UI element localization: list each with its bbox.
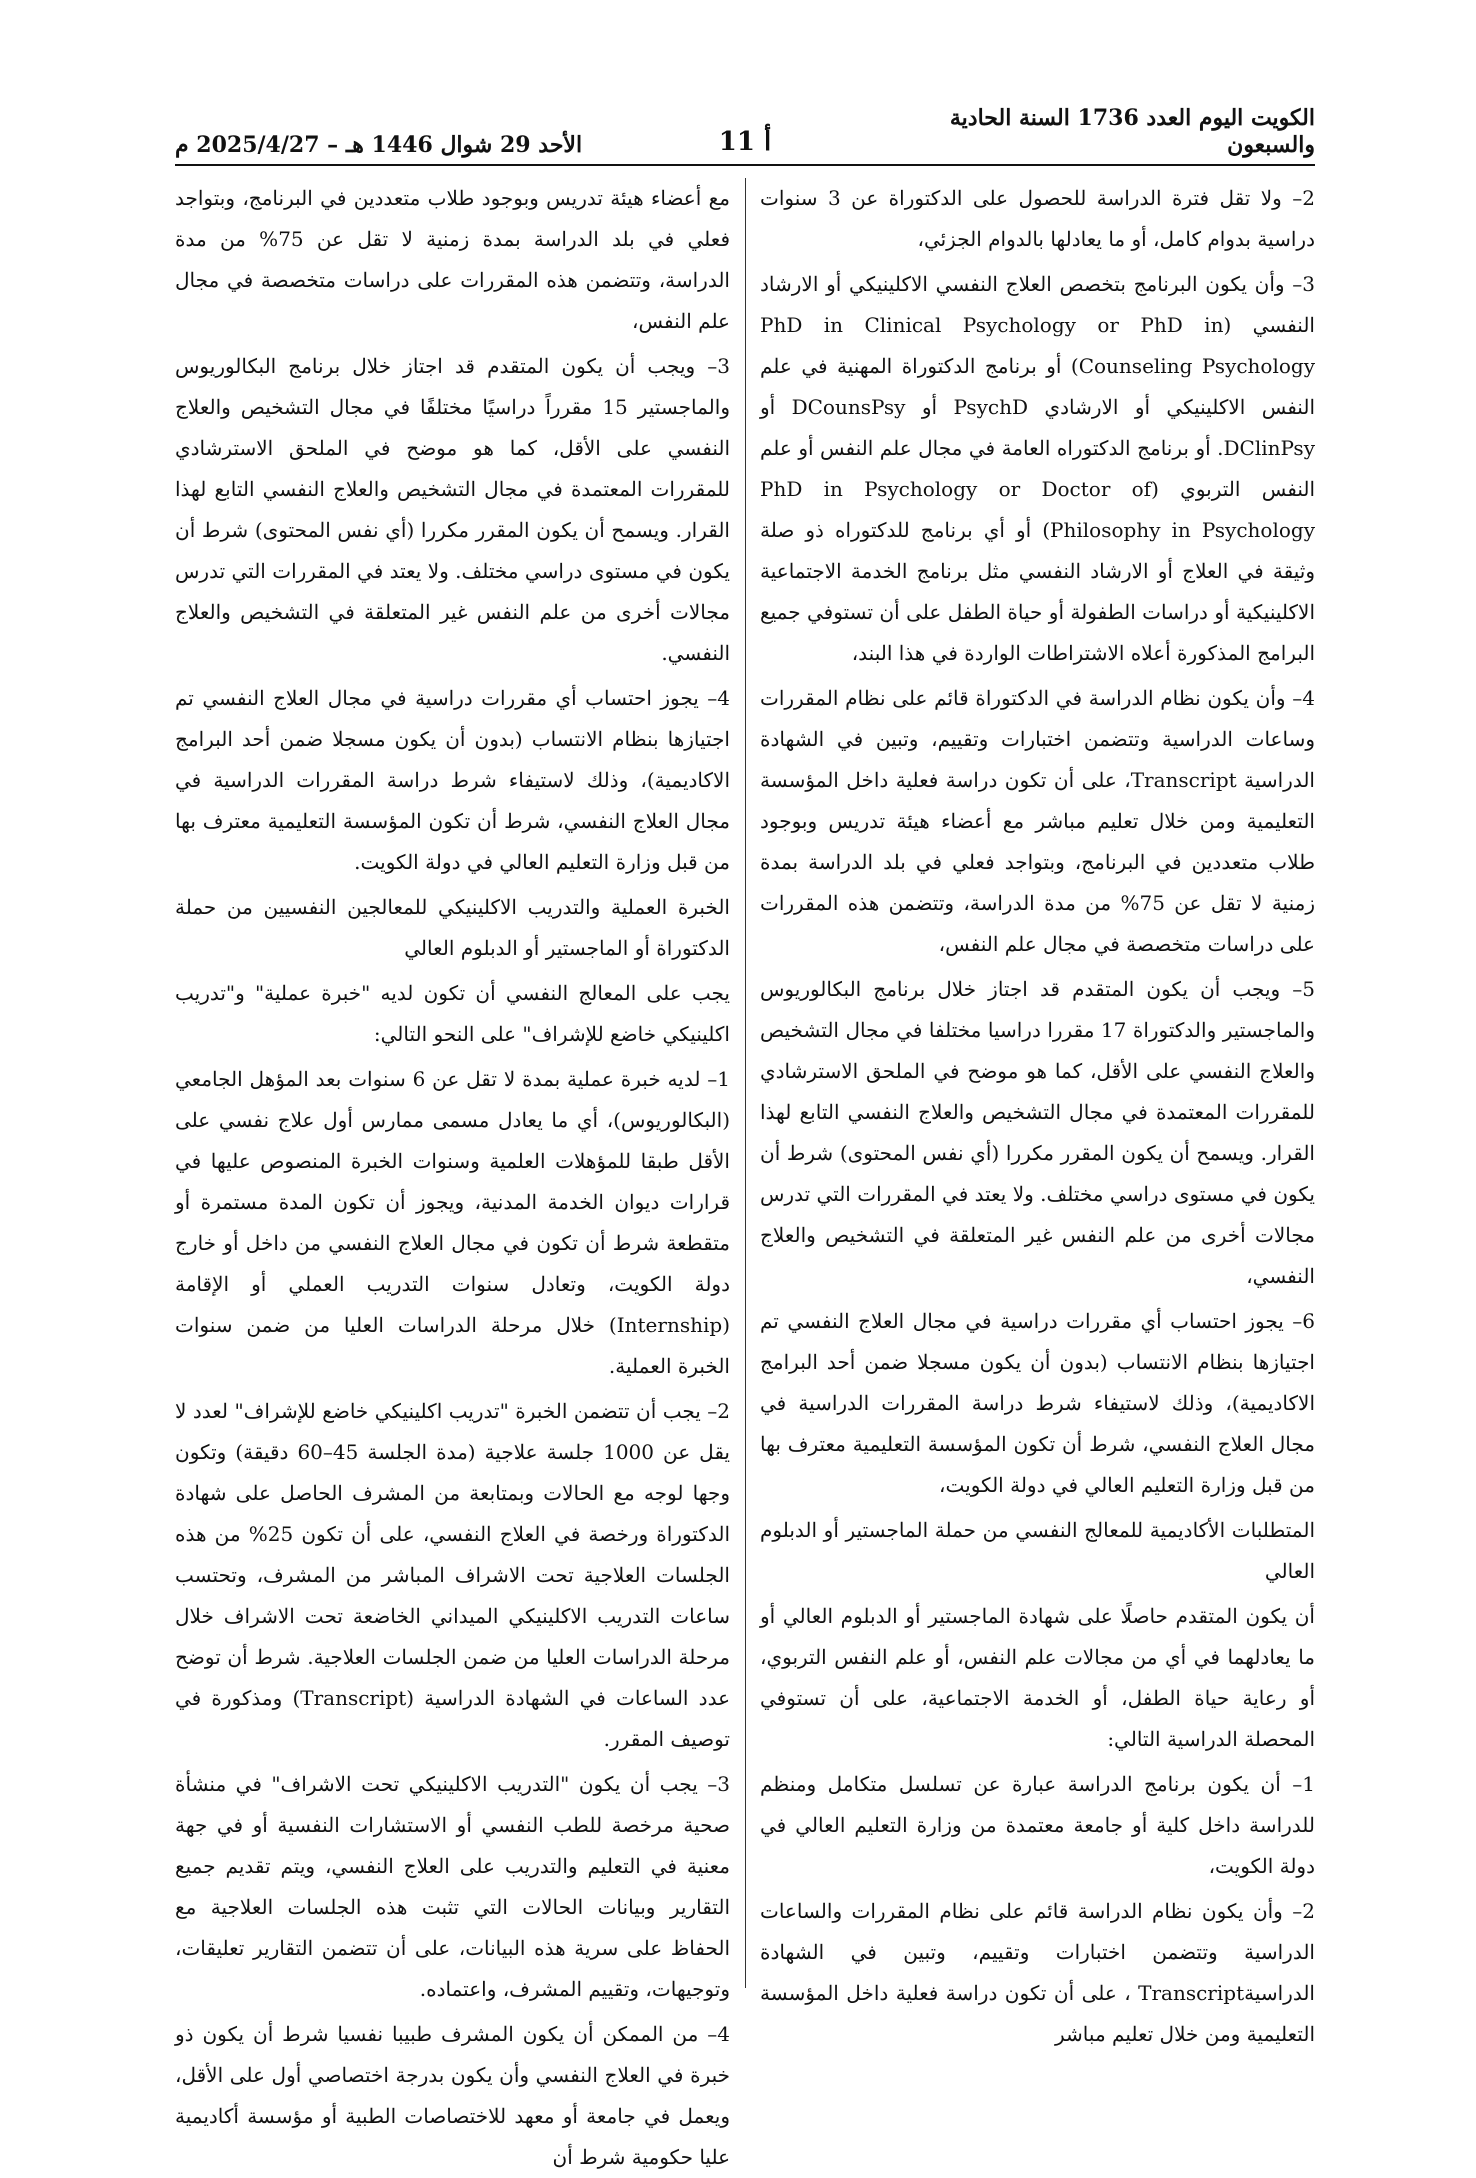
issue-date: الأحد 29 شوال 1446 هـ – 2025/4/27 م	[175, 131, 583, 158]
page-header	[175, 105, 1315, 158]
section-heading: الخبرة العملية والتدريب الاكلينيكي للمعالجين النفسيين من حملة الدكتوراة أو الماجستير أو الدبلوم العالي	[175, 895, 730, 960]
paragraph: أن يكون المتقدم حاصلًا على شهادة الماجستير أو الدبلوم العالي أو ما يعادلهما في أي من مجالات علم النفس، أو علم النفس التربوي، أو رعاية حياة الطفل، أو الخدمة الاجتماعية، على أن تستوفي المحصلة الدراسية التالي:	[760, 1604, 1316, 1751]
paragraph: 1– أن يكون برنامج الدراسة عبارة عن تسلسل متكامل ومنظم للدراسة داخل كلية أو جامعة معتمدة من وزارة التعليم العالي في دولة الكويت،	[760, 1772, 1315, 1878]
paragraph: 4– يجوز احتساب أي مقررات دراسية في مجال العلاج النفسي تم اجتيازها بنظام الانتساب (بدون أن يكون مسجلا ضمن أحد البرامج الاكاديمية)، وذلك لاستيفاء شرط دراسة المقررات الدراسية في مجال العلاج النفسي، شرط أن تكون المؤسسة التعليمية معترف بها من قبل وزارة التعليم العالي في دولة الكويت.	[175, 686, 730, 874]
paragraph: 2– يجب أن تتضمن الخبرة "تدريب اكلينيكي خاضع للإشراف" لعدد لا يقل عن 1000 جلسة علاجية (مدة الجلسة 45–60 دقيقة) وتكون وجها لوجه مع الحالات وبمتابعة من المشرف الحاصل على شهادة الدكتوراة ورخصة في العلاج النفسي، على أن تكون 25% من هذه الجلسات العلاجية تحت الاشراف المباشر من المشرف، وتحتسب ساعات التدريب الاكلينيكي الميداني الخاضعة تحت الاشراف خلال مرحلة الدراسات العليا من ضمن الجلسات العلاجية. شرط أن توضح عدد الساعات في الشهادة الدراسية (Transcript) ومذكورة في توصيف المقرر.	[175, 1399, 731, 1751]
paragraph: مع أعضاء هيئة تدريس وبوجود طلاب متعددين في البرنامج، وبتواجد فعلي في بلد الدراسة بمدة زمنية لا تقل عن 75% من مدة الدراسة، وتتضمن هذه المقررات على دراسات متخصصة في مجال علم النفس،	[175, 186, 731, 333]
page-number: أ 11	[718, 126, 772, 157]
section-heading: المتطلبات الأكاديمية للمعالج النفسي من حملة الماجستير أو الدبلوم العالي	[760, 1518, 1315, 1583]
paragraph: 6– يجوز احتساب أي مقررات دراسية في مجال العلاج النفسي تم اجتيازها بنظام الانتساب (بدون أن يكون مسجلا ضمن أحد البرامج الاكاديمية)، وذلك لاستيفاء شرط دراسة المقررات الدراسية في مجال العلاج النفسي، شرط أن تكون المؤسسة التعليمية معترف بها من قبل وزارة التعليم العالي في دولة الكويت،	[760, 1309, 1315, 1497]
paragraph: 4– من الممكن أن يكون المشرف طبيبا نفسيا شرط أن يكون ذو خبرة في العلاج النفسي وأن يكون بدرجة اختصاصي أول على الأقل، ويعمل في جامعة أو معهد للاختصاصات الطبية أو مؤسسة أكاديمية عليا حكومية شرط أن	[175, 2022, 730, 2169]
paragraph: 3– ويجب أن يكون المتقدم قد اجتاز خلال برنامج البكالوريوس والماجستير 15 مقرراً دراسيًا مختلفًا في مجال التشخيص والعلاج النفسي على الأقل، كما هو موضح في الملحق الاسترشادي للمقررات المعتمدة في مجال التشخيص والعلاج النفسي التابع لهذا القرار. ويسمح أن يكون المقرر مكررا (أي نفس المحتوى) شرط أن يكون في مستوى دراسي مختلف. ولا يعتد في المقررات التي تدرس مجالات أخرى من علم النفس غير المتعلقة في التشخيص والعلاج النفسي.	[175, 354, 730, 665]
paragraph: 2– ولا تقل فترة الدراسة للحصول على الدكتوراة عن 3 سنوات دراسية بدوام كامل، أو ما يعادلها بالدوام الجزئي،	[760, 186, 1315, 251]
right-column	[760, 178, 1316, 2046]
paragraph: 5– ويجب أن يكون المتقدم قد اجتاز خلال برنامج البكالوريوس والماجستير والدكتوراة 17 مقررا دراسيا مختلفا في مجال التشخيص والعلاج النفسي على الأقل، كما هو موضح في الملحق الاسترشادي للمقررات المعتمدة في مجال التشخيص والعلاج النفسي التابع لهذا القرار. ويسمح أن يكون المقرر مكررا (أي نفس المحتوى) شرط أن يكون في مستوى دراسي مختلف. ولا يعتد في المقررات التي تدرس مجالات أخرى من علم النفس غير المتعلقة في التشخيص والعلاج النفسي،	[760, 977, 1315, 1288]
column-divider	[745, 178, 746, 1988]
issue-info: الكويت اليوم العدد 1736 السنة الحادية والسبعون	[949, 105, 1315, 158]
header-rule	[175, 164, 1315, 166]
paragraph: 3– وأن يكون البرنامج بتخصص العلاج النفسي الاكلينيكي أو الارشاد النفسي (PhD in Clinical Psychology or PhD in Counseling Psychology) أو برنامج الدكتوراة المهنية في علم النفس الاكلينيكي أو الارشادي PsychD أو DCounsPsy أو DClinPsy. أو برنامج الدكتوراه العامة في مجال علم النفس أو علم النفس التربوي (PhD in Psychology or Doctor of Philosophy in Psychology) أو أي برنامج للدكتوراه ذو صلة وثيقة في العلاج أو الارشاد النفسي مثل برنامج الخدمة الاجتماعية الاكلينيكية أو دراسات الطفولة أو حياة الطفل على أن تستوفي جميع البرامج المذكورة أعلاه الاشتراطات الواردة في هذا البند،	[760, 272, 1316, 665]
paragraph: 3– يجب أن يكون "التدريب الاكلينيكي تحت الاشراف" في منشأة صحية مرخصة للطب النفسي أو الاستشارات النفسية أو في جهة معنية في التعليم والتدريب على العلاج النفسي، ويتم تقديم جميع التقارير وبيانات الحالات التي تثبت هذه الجلسات العلاجية مع الحفاظ على سرية هذه البيانات، على أن تتضمن التقارير تعليقات، وتوجيهات، وتقييم المشرف، واعتماده.	[175, 1772, 730, 2001]
paragraph: 4– وأن يكون نظام الدراسة في الدكتوراة قائم على نظام المقررات وساعات الدراسية وتتضمن اختبارات وتقييم، وتبين في الشهادة الدراسية Transcript، على أن تكون دراسة فعلية داخل المؤسسة التعليمية ومن خلال تعليم مباشر مع أعضاء هيئة تدريس وبوجود طلاب متعددين في البرنامج، وبتواجد فعلي في بلد الدراسة بمدة زمنية لا تقل عن 75% من مدة الدراسة، وتتضمن هذه المقررات على دراسات متخصصة في مجال علم النفس،	[760, 686, 1315, 956]
paragraph: يجب على المعالج النفسي أن تكون لديه "خبرة عملية" و"تدريب اكلينيكي خاضع للإشراف" على النحو التالي:	[175, 981, 730, 1046]
left-column	[175, 178, 731, 2169]
paragraph: 1– لديه خبرة عملية بمدة لا تقل عن 6 سنوات بعد المؤهل الجامعي (البكالوريوس)، أي ما يعادل مسمى ممارس أول علاج نفسي على الأقل طبقا للمؤهلات العلمية وسنوات الخبرة المنصوص عليها في قرارات ديوان الخدمة المدنية، ويجوز أن تكون المدة مستمرة أو متقطعة شرط أن تكون في مجال العلاج النفسي من داخل أو خارج دولة الكويت، وتعادل سنوات التدريب العملي أو الإقامة (Internship) خلال مرحلة الدراسات العليا من ضمن سنوات الخبرة العملية.	[175, 1067, 731, 1378]
paragraph: 2– وأن يكون نظام الدراسة قائم على نظام المقررات والساعات الدراسية وتتضمن اختبارات وتقييم، وتبين في الشهادة الدراسيةTranscript ، على أن تكون دراسة فعلية داخل المؤسسة التعليمية ومن خلال تعليم مباشر	[760, 1899, 1315, 2046]
